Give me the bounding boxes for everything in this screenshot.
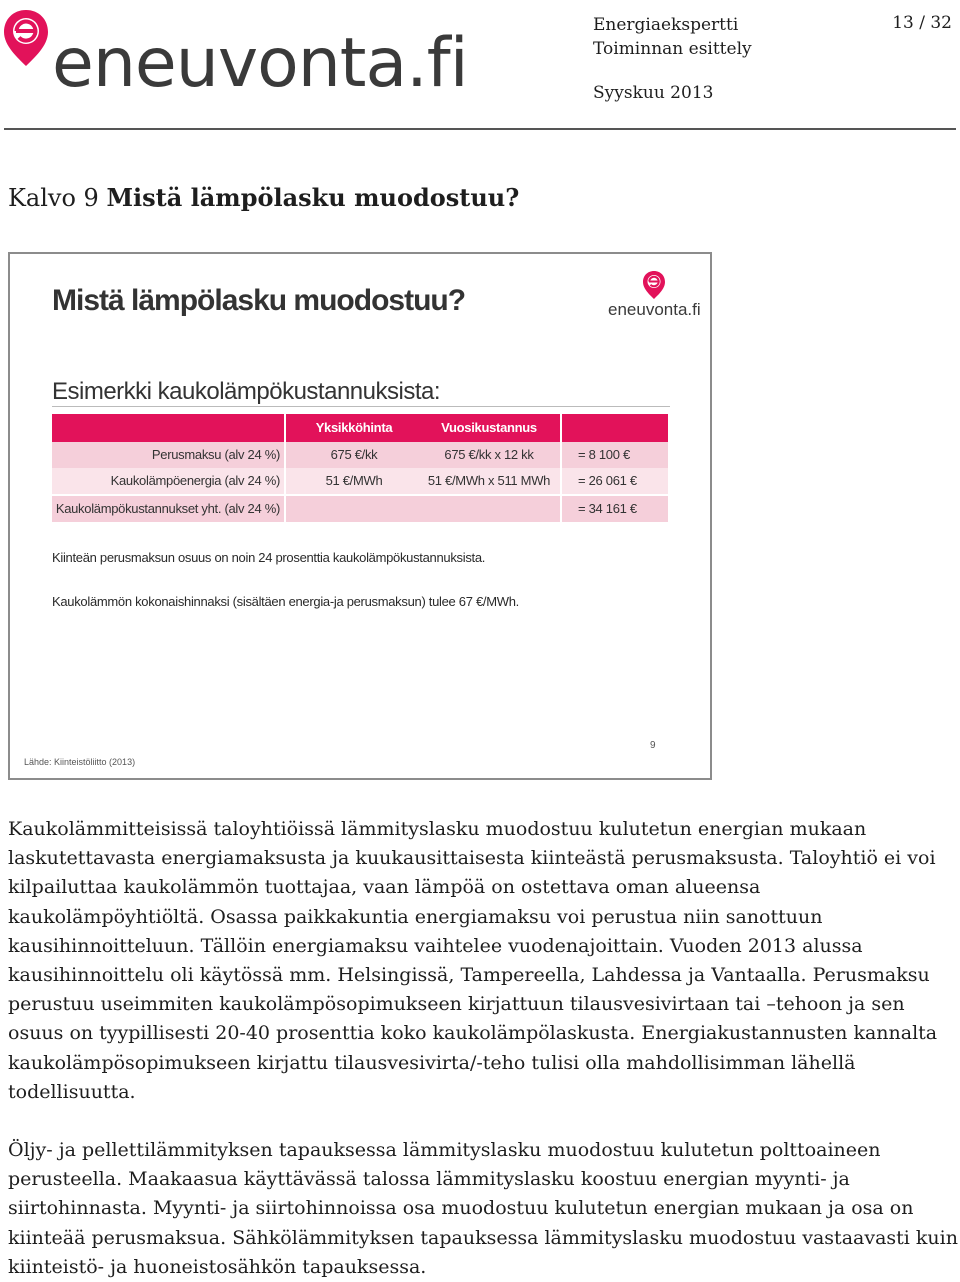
header-divider bbox=[4, 128, 956, 130]
table-column-divider bbox=[284, 414, 286, 522]
page-number: 13 / 32 bbox=[892, 13, 952, 33]
slide-logo bbox=[608, 270, 708, 330]
table-cell: 675 €/kk bbox=[330, 447, 378, 462]
slide-heading-title: Mistä lämpölasku muodostuu? bbox=[106, 183, 520, 212]
slide-image bbox=[8, 252, 712, 780]
body-paragraph: Kaukolämmitteisissä taloyhtiöissä lämmityslasku muodostuu kulutetun energian mukaan laskutettavasta energiamaksusta ja kuukausittaisesta kiinteästä perusmaksusta. Taloyhtiö ei voi kilpailuttaa kaukolämmön tuottajaa, vaan lämpöä on ostettava oman alueensa kaukolämpöyhtiöltä. Osassa paikkakuntia energiamaksu voi perustua niin sanottuun kausihinnoitteluun. Tällöin energiamaksu vaihtelee vuodenajoittain. Vuoden 2013 alussa kausihinnoittelu oli käytössä mm. Helsingissä, Tampereella, Lahdessa ja Vantaalla. Perusmaksu perustuu useimmiten kaukolämpösopimukseen kirjattuun tilausvesivirtaan tai –tehoon ja sen osuus on tyypillisesti 20-40 prosenttia koko kaukolämpölaskusta. Energiakustannusten kannalta kaukolämpösopimukseen kirjattu tilausvesivirta/-teho tulisi olla mahdollisimman lähellä todellisuutta. bbox=[8, 818, 938, 1103]
slide-note: Kiinteän perusmaksun osuus on noin 24 prosenttia kaukolämpökustannuksista. bbox=[52, 550, 486, 565]
table-row bbox=[52, 494, 668, 522]
slide-logo-text: eneuvonta.fi bbox=[608, 300, 701, 319]
table-cell: 51 €/MWh bbox=[325, 473, 383, 488]
table-cell: = 8 100 € bbox=[578, 447, 630, 462]
document-subtitle: Toiminnan esittely bbox=[593, 39, 752, 59]
document-title: Energiaekspertti bbox=[593, 15, 739, 35]
table-cell: Perusmaksu (alv 24 %) bbox=[151, 447, 280, 462]
slide-divider bbox=[52, 406, 670, 407]
table-cell: Kaukolämpöenergia (alv 24 %) bbox=[110, 473, 280, 488]
slide-heading bbox=[8, 183, 519, 212]
slide-title: Mistä lämpölasku muodostuu? bbox=[52, 284, 466, 317]
slide-note: Kaukolämmön kokonaishinnaksi (sisältäen energia-ja perusmaksun) tulee 67 €/MWh. bbox=[52, 594, 519, 609]
table-row bbox=[52, 468, 668, 494]
table-column-divider bbox=[560, 414, 562, 522]
table-header-row bbox=[52, 414, 668, 442]
cost-table bbox=[52, 414, 668, 522]
table-cell: 675 €/kk x 12 kk bbox=[444, 447, 534, 462]
map-pin-logo-icon bbox=[2, 8, 50, 68]
slide-heading-prefix: Kalvo 9 bbox=[8, 184, 107, 212]
slide-number: 9 bbox=[650, 740, 656, 751]
body-paragraph: Öljy- ja pellettilämmityksen tapauksessa lämmityslasku muodostuu kulutetun polttoaineen perusteella. Maakaasua käyttävässä talossa lämmityslasku koostuu energian myynti- ja siirtohinnasta. Myynti- ja siirtohinnoissa osa muodostuu kulutetun energian mukaan ja osa on kiinteää perusmaksua. Sähkölämmityksen tapauksessa lämmityslasku muodostuu vastaavasti kuin kiinteistö- ja huoneistosähkön tapauksessa. bbox=[8, 1139, 958, 1278]
table-header-cell: Vuosikustannus bbox=[441, 420, 537, 435]
table-header-cell: Yksikköhinta bbox=[315, 420, 393, 435]
slide-source: Lähde: Kiinteistöliitto (2013) bbox=[24, 757, 136, 767]
table-cell: = 34 161 € bbox=[578, 501, 637, 516]
table-row bbox=[52, 442, 668, 468]
logo-text: eneuvonta.fi bbox=[52, 24, 468, 103]
eneuvonta-logo bbox=[0, 6, 468, 103]
document-date: Syyskuu 2013 bbox=[593, 83, 714, 103]
table-cell: 51 €/MWh x 511 MWh bbox=[427, 473, 551, 488]
table-cell: = 26 061 € bbox=[578, 473, 637, 488]
slide-subtitle: Esimerkki kaukolämpökustannuksista: bbox=[52, 378, 441, 405]
map-pin-logo-icon bbox=[642, 270, 666, 300]
table-cell: Kaukolämpökustannukset yht. (alv 24 %) bbox=[55, 501, 280, 516]
document-header-info bbox=[593, 13, 752, 61]
